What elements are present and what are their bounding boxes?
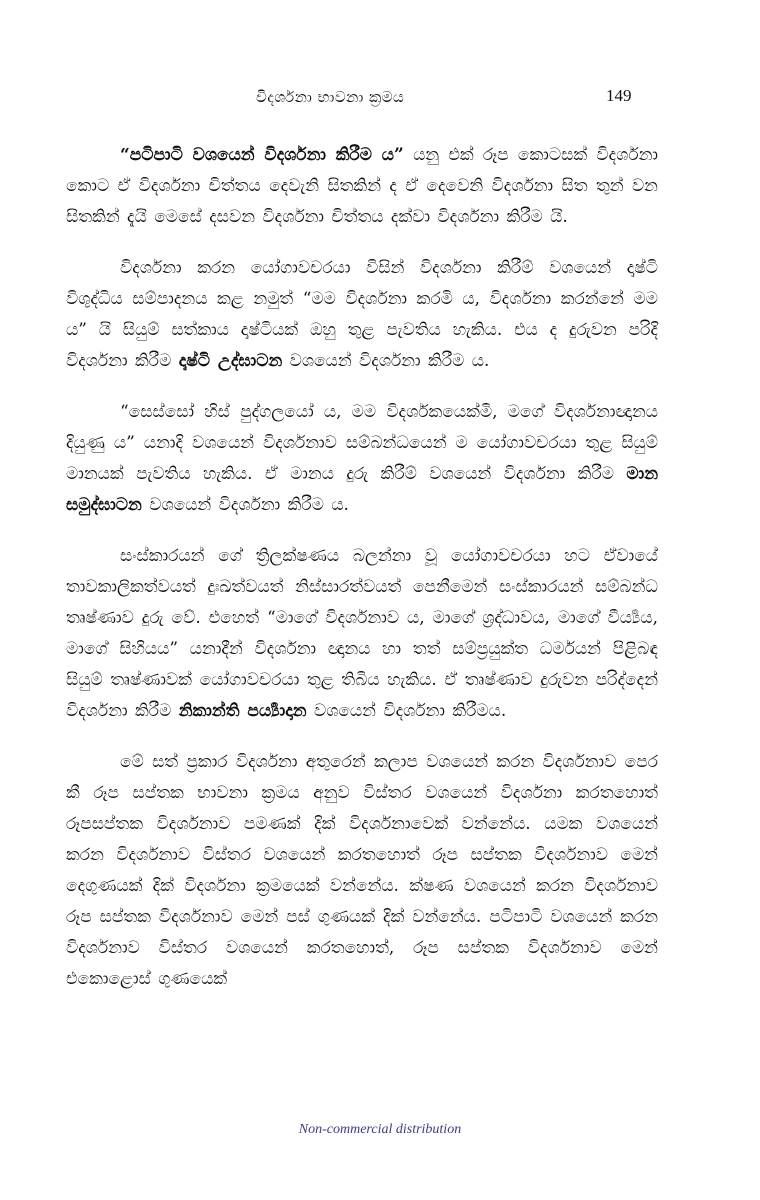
paragraph-3 bbox=[66, 397, 658, 521]
paragraph-text: මේ සත් ප්‍රකාර විදර්ශනා අතුරෙන් කලාප වශයෙන් කරන විදර්ශනාව පෙර කී රූප සප්තක භාවනා ක්‍රමය අනුව විස්තර වශයෙන් විදර්ශනා කරතහොත් රූපසප්තක විදර්ශනාව පමණක් දික් විදර්ශනාවෙක් වන්නේය. යමක වශයෙන් කරන විදර්ශනාව විස්තර වශයෙන් කරතහොත් රූප සප්තක විදර්ශනාව මෙන් දෙගුණයක් දික් විදර්ශනා ක්‍රමයෙක් වන්නේය. ක්ෂණ වශයෙන් කරන විදර්ශනාව රූප සප්තක විදර්ශනාව මෙන් පස් ගුණයක් දික් වන්නේය. පටිපාටි වශයෙන් කරන විදර්ශනාව විස්තර වශයෙන් කරතහොත්, රූප සප්තක විදර්ශනාව මෙන් එකොළොස් ගුණයෙක් bbox=[66, 752, 658, 989]
body-text bbox=[66, 140, 658, 1015]
page-number: 149 bbox=[606, 86, 632, 105]
paragraph-5 bbox=[66, 747, 658, 995]
paragraph-4 bbox=[66, 541, 658, 727]
paragraph-tail: වශයෙන් විදර්ශනා කිරීම ය. bbox=[141, 495, 349, 515]
bold-term: නිකාන්ති පර්‍ය්‍යාදාන bbox=[178, 701, 307, 721]
paragraph-text: සංස්කාරයන් ගේ ත්‍රිලක්ෂණය බලන්නා වූ යෝගාවචරයා හට ඒවායේ තාවකාලිකත්වයත් දුඃඛත්වයත් නිස්සාරත්වයත් පෙනීමෙන් සංස්කාරයන් සම්බන්ධ තෘෂ්ණාව දුරු වේ. එහෙත් “මාගේ විදර්ශනාව ය, මාගේ ශ්‍රද්ධාවය, මාගේ වීර්‍ය්‍යය, මාගේ සිහියය” යනාදීන් විදර්ශනා ඥානය හා තත් සම්ප්‍රයුක්ත ධර්මයන් පිළිබඳ සියුම් තෘෂ්ණාවක් යෝගාවචරයා තුළ තිබිය හැකිය. ඒ තෘෂ්ණාව දුරුවන පරිද්දෙන් විදර්ශනා කිරීම bbox=[66, 546, 658, 721]
bold-term: දෘෂ්ටි උද්ඝාටන bbox=[178, 351, 283, 371]
paragraph-text: “සෙස්සෝ හිස් පුද්ගලයෝ ය, මම විදර්ශකයෙක්මි, මගේ විදර්ශනාඥානය දියුණු ය” යනාදි වශයෙන් විදර්ශනාව සම්බන්ධයෙන් ම යෝගාවචරයා තුළ සියුම් මානයක් පැවතිය හැකිය. ඒ මානය දුරු කිරීම් වශයෙන් විදර්ශනා කිරීම bbox=[66, 402, 658, 484]
paragraph-text: විදර්ශනා කරන යෝගාවචරයා විසින් විදර්ශනා කිරීම් වශයෙන් දෘෂ්ටි විශුද්ධිය සම්පාදනය කළ නමුත් “මම විදර්ශනා කරමි ය, විදර්ශනා කරන්නේ මම ය” යි සියුම් සත්කාය දෘෂ්ටියක් ඔහු තුළ පැවතිය හැකිය. එය ද දුරුවන පරිදි විදර්ශනා කිරීම bbox=[66, 258, 658, 371]
paragraph-1 bbox=[66, 140, 658, 233]
footer-note: Non-commercial distribution bbox=[298, 1122, 462, 1137]
paragraph-tail: වශයෙන් විදර්ශනා කිරීමය. bbox=[306, 701, 507, 721]
bold-term: මාන සමුද්ඝාටන bbox=[66, 464, 658, 515]
paragraph-text: යනු එක් රූප කොටසක් විදර්ශනා කොට ඒ විදර්ශනා චිත්තය දෙවැනි සිතකින් ද ඒ දෙවෙනි විදර්ශනා සිත තුන් වන සිතකින් දැයි මෙසේ දසවන විදර්ශනා චිත්තය දක්වා විදර්ශනා කිරීම යි. bbox=[66, 145, 658, 227]
paragraph-2 bbox=[66, 253, 658, 377]
paragraph-tail: වශයෙන් විදර්ශනා කිරීම ය. bbox=[282, 351, 490, 371]
bold-term: “පටිපාටි වශයෙන් විදර්ශනා කිරීම ය” bbox=[120, 145, 404, 165]
running-header-title: විදර්ශනා භාවනා ක්‍රමය bbox=[256, 88, 405, 106]
